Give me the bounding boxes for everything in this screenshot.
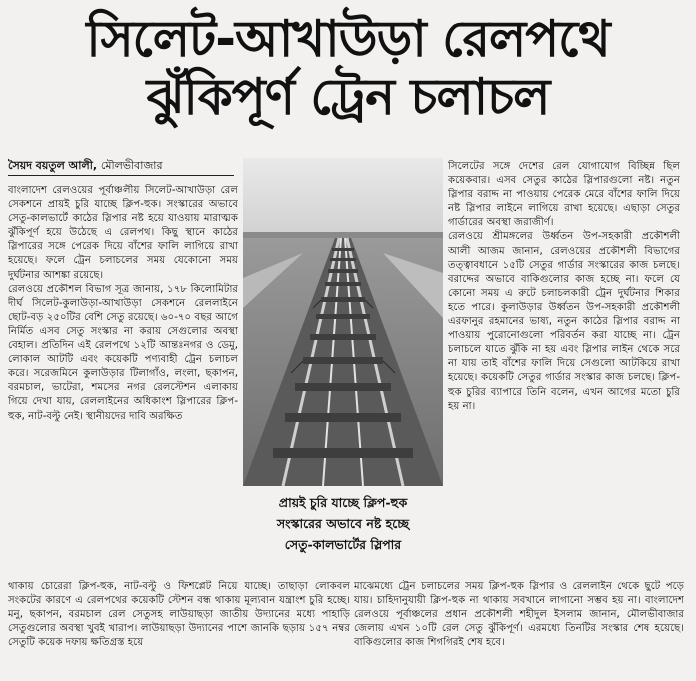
caption-line-1: প্রায়ই চুরি যাচ্ছে ক্লিপ-হুক [278, 495, 408, 510]
byline [8, 158, 242, 173]
article-column-right [448, 160, 680, 578]
railway-bridge-photo [243, 158, 443, 486]
headline-line-1: সিলেট-আখাউড়া রেলপথে [86, 10, 610, 68]
article-paragraph: সিলেটের সঙ্গে দেশের রেল যোগাযোগ বিচ্ছিন্ন ছিল কয়েকবার। এসব সেতুর কাঠের স্লিপারগুলো নষ্ট। নতুন স্লিপার বরাদ্দ না পাওয়ায় পেরেক মেরে বাঁশের ফালি দিয়ে নষ্ট স্লিপার লাইনে লাগিয়ে রাখা হয়েছে। এছাড়া সেতুর গার্ডারের অবস্থা জরাজীর্ণ। [448, 161, 680, 229]
byline-author: সৈয়দ বয়তুল আলী, [8, 159, 98, 172]
article-paragraph: থাকায় চোরেরা ক্লিপ-হুক, নাট-বল্টু ও ফিশপ্লেট নিয়ে যাচ্ছে। তাছাড়া লোকবল সংকটের কারণে এ রেলপথের কয়েকটি স্টেশন বন্ধ থাকায় মূল্যবান যন্ত্রাংশ চুরি হচ্ছে। মনু, ছকাপন, বরমচাল রেল সেতুসহ লাউয়াছড়া জাতীয় উদ্যানের মধ্যে পাহাড়ি সেতুগুলোর অবস্থা খুবই খারাপ। লাউয়াছড়া উদ্যানের পাশে জানকি ছড়ায় ১৫৭ নম্বর সেতুটি কয়েক দফায় ক্ষতিগ্রস্ত হয়ে [8, 581, 350, 649]
article-paragraph: মাঝেমধ্যে ট্রেন চলাচলের সময় ক্লিপ-হুক স্লিপার ও রেললাইন থেকে ছুটে পড়ে যায়। চাহিদানুযায়ী ক্লিপ-হুক না থাকায় সবখানে লাগানো সম্ভব হয় না। বাংলাদেশ রেলওয়ে পূর্বাঞ্চলের প্রধান প্রকৌশলী শহীদুল ইসলাম জানান, মৌলভীবাজার জেলায় এখন ১০টি রেল সেতু ঝুঁকিপূর্ণ। এরমধ্যে তিনটির সংস্কার শেষ হয়েছে। বাকিগুলোর কাজ শিগগিরই শেষ হবে। [354, 581, 684, 649]
byline-place: মৌলভীবাজার [100, 159, 163, 172]
photo-caption [243, 492, 443, 555]
caption-line-3: সেতু-কালভার্টের স্লিপার [284, 537, 402, 552]
article-paragraph: রেলওয়ে প্রকৌশল বিভাগ সূত্র জানায়, ১৭৮ কিলোমিটার দীর্ঘ সিলেট-কুলাউড়া-আখাউড়া সেকশনে রেললাইনে ছোট-বড় ২৫০টির বেশি সেতু রয়েছে। ৬০-৭০ বছর আগে নির্মিত এসব সেতু সংস্কার না করায় সেগুলোর অবস্থা বেহাল। প্রতিদিন এই রেলপথে ১২টি আন্তঃনগর ও ডেমু, লোকাল আটটি এবং কয়েকটি পণ্যবাহী ট্রেন চলাচল করে। সরেজমিনে কুলাউড়ার টিলাগাঁও, লংলা, ছকাপন, বরমচাল, ভাটেরা, শমসের নগর রেলস্টেশন এলাকায় গিয়ে দেখা যায়, রেললাইনের অধিকাংশ স্লিপারের ক্লিপ-হুক, নাট-বল্টু নেই। স্থানীয়দের দাবি অরক্ষিত [8, 283, 238, 422]
byline-rule [8, 175, 234, 176]
caption-line-2: সংস্কারের অভাবে নষ্ট হচ্ছে [276, 516, 410, 531]
headline [0, 10, 696, 126]
article-paragraph: রেলওয়ে শ্রীমঙ্গলের উর্ধ্বতন উপ-সহকারী প্রকৌশলী আলী আজম জানান, রেলওয়ের প্রকৌশলী বিভাগের তত্ত্বাবধানে ১৫টি সেতুর গার্ডার সংস্কারের কাজ চলছে। বরাদ্দের অভাবে বাকিগুলোর কাজ হচ্ছে না। ফলে যে কোনো সময় এ রুটে চলাচলকারী ট্রেন দুর্ঘটনার শিকার হতে পারে। কুলাউড়ার উর্ধ্বতন উপ-সহকারী প্রকৌশলী এরফানুর রহমানের ভাষ্য, নতুন কাঠের স্লিপার বরাদ্দ না পাওয়ায় পুরোনোগুলো পরিবর্তন করা যাচ্ছে না। ট্রেন চলাচলে যাতে ঝুঁকি না হয় এবং স্লিপার লাইন থেকে সরে না যায় তাই বাঁশের ফালি দিয়ে সেগুলো আটকিয়ে রাখা হয়েছে। কয়েকটি সেতুর গার্ডার সংস্কার কাজ চলছে। ক্লিপ-হুক চুরির ব্যাপারে তিনি বলেন, এখন আগের মতো চুরি হয় না। [448, 231, 680, 412]
article-paragraph: বাংলাদেশ রেলওয়ের পূর্বাঞ্চলীয় সিলেট-আখাউড়া রেল সেকশনে প্রায়ই চুরি যাচ্ছে ক্লিপ-হুক। সংস্কারের অভাবে সেতু-কালভার্টে কাঠের স্লিপার নষ্ট হয়ে যাওয়ায় মারাত্মক ঝুঁকিপূর্ণ হয়ে উঠেছে এ রেলপথ। কিছু স্থানে কাঠের স্লিপারের সঙ্গে পেরেক দিয়ে বাঁশের ফালি লাগিয়ে রাখা হয়েছে। ফলে ট্রেন চলাচলের সময় যেকোনো সময় দুর্ঘটনার আশঙ্কা রয়েছে। [8, 185, 238, 281]
byline-block [8, 158, 242, 176]
article-bottom-left [8, 580, 350, 677]
headline-line-2: ঝুঁকিপূর্ণ ট্রেন চলাচল [146, 68, 550, 126]
article-bottom-right [354, 580, 684, 677]
article-column-left [8, 184, 238, 580]
railway-bridge-illustration [243, 158, 443, 486]
